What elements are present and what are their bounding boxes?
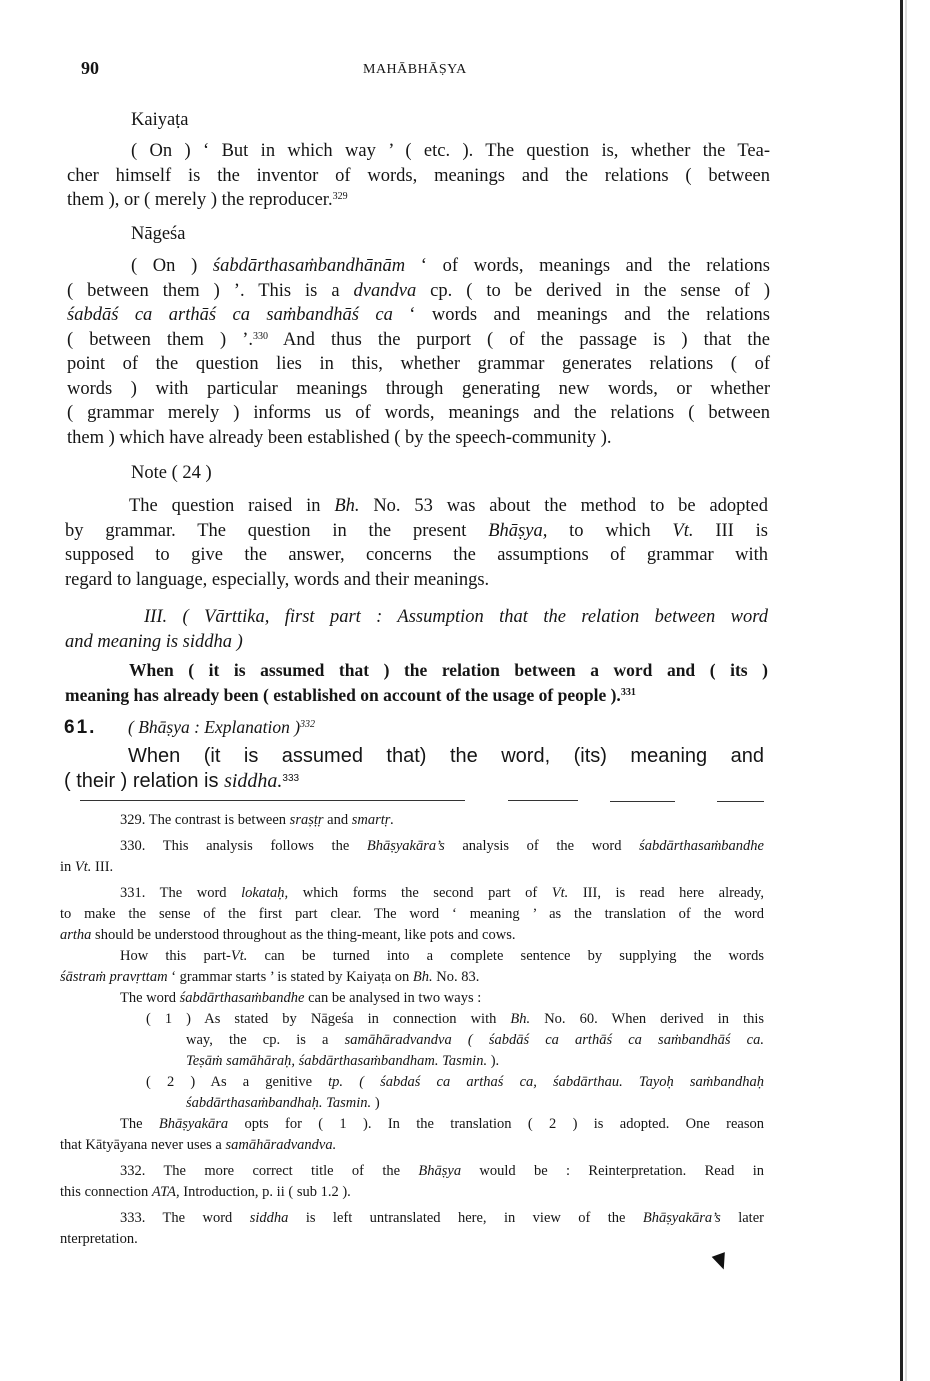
bhasya-heading: ( Bhāṣya : Explanation )$^{332}$ [128, 717, 316, 737]
footnote-separator-segment [508, 800, 578, 801]
footnote-330: 330. This analysis follows the Bhāṣyakāra’s analysis of the word śabdārthasaṁbandhe in Vt. III. [60, 838, 764, 875]
footnote-ref-332[interactable]: 332 [300, 719, 316, 730]
running-title: MAHĀBHĀṢYA [363, 62, 467, 77]
nagesa-paragraph: ( On ) śabdārthasaṁbandhānām ‘ of words, meanings and the relations ( between them ) ’. This is a dvandva cp. ( to be derived in the sense of ) śabdāś ca arthāś ca saṁbandhāś ca ‘ words and meanings and the relations ( between them ) ’.$^{330}$ And thus the purport ( of the passage is ) that the point of the question lies in this, whether grammar generates relations ( of words ) with particular meanings through generating new words, or whether ( grammar merely ) informs us of words, meanings and the relations ( between them ) which have already been established ( by the speech-community ). [67, 256, 770, 448]
ink-mark [712, 1252, 731, 1272]
bhasya-text: When (it is assumed that) the word, (its) meaning and ( their ) relation is siddha.$^{333}$ [64, 745, 764, 792]
footnote-333: 333. The word siddha is left untranslated here, in view of the Bhāṣyakāra’s later nterpretation. [60, 1210, 764, 1247]
varttika-heading: III. ( Vārttika, first part : Assumption that the relation between word and meaning is siddha ) [65, 607, 768, 652]
analysis-item-1: ( 1 ) As stated by Nāgeśa in connection with Bh. No. 60. When derived in this way, the cp. is a samāhāradvandva ( śabdāś ca arthāś ca saṁbandhāś ca. Teṣāṁ samāhāraḥ, śabdārthasaṁbandham. Tasmin. ). [146, 1011, 764, 1069]
varttika-text: When ( it is assumed that ) the relation between a word and ( its ) meaning has already been ( established on account of the usage of people ).$^{331}$ [65, 660, 768, 705]
footnote-ref-329[interactable]: 329 [332, 191, 348, 202]
footnotes [60, 810, 764, 1250]
footnote-separator-segment [610, 801, 675, 802]
kaiyata-heading: Kaiyaṭa [131, 110, 189, 130]
bhasya-number: 61. [64, 717, 97, 738]
kaiyata-paragraph: ( On ) ‘ But in which way ’ ( etc. ). The question is, whether the Tea- cher himself is the inventor of words, meanings and the relations ( between them ), or ( merely ) the reproducer.$^{329}$ [67, 141, 770, 210]
scan-edge-line [900, 0, 903, 1381]
note-heading: Note ( 24 ) [131, 463, 212, 483]
note-paragraph: The question raised in Bh. No. 53 was about the method to be adopted by grammar. The question in the present Bhāṣya, to which Vt. III is supposed to give the answer, concerns the assumptions of grammar with regard to language, especially, words and their meanings. [65, 496, 769, 590]
analysis-item-2: ( 2 ) As a genitive tp. ( śabdaś ca arthaś ca, śabdārthau. Tayoḥ saṁbandhaḥ śabdārthasaṁbandhaḥ. Tasmin. ) [146, 1074, 764, 1111]
footnote-separator-segment [717, 801, 764, 802]
footnote-331: 331. The word lokataḥ, which forms the second part of Vt. III, is read here already, to make the sense of the first part clear. The word ‘ meaning ’ as the translation of the word artha should be understood throughout as the thing-meant, like pots and cows. How this part-Vt. can be turned into a complete sentence by supplying the words śāstraṁ pravṛttam ‘ grammar starts ’ is stated by Kaiyaṭa on Bh. No. 83. The word śabdārthasaṁbandhe can be analysed in two ways : ( 1 ) As stated by Nāgeśa in connection with Bh. No. 60. When derived in this way, the cp. is a samāhāradvandva ( śabdāś ca arthāś ca saṁbandhāś ca. Teṣāṁ samāhāraḥ, śabdārthasaṁbandham. Tasmin. ). ( 2 ) As a genitive tp. ( śabdaś ca arthaś ca, śabdārthau. Tayoḥ saṁbandhaḥ śabdārthasaṁbandhaḥ. Tasmin. ) The Bhāṣyakāra opts for ( 1 ). In the translation ( 2 ) is adopted. One reason that Kātyāyana never uses a samāhāradvandva. [60, 885, 764, 1153]
footnote-332: 332. The more correct title of the Bhāṣya would be : Reinterpretation. Read in this connection ATA, Introduction, p. ii ( sub 1.2 ). [60, 1163, 764, 1200]
footnote-ref-333[interactable]: 333 [282, 773, 300, 784]
footnote-ref-331[interactable]: 331 [620, 687, 636, 698]
footnote-ref-330[interactable]: 330 [252, 330, 268, 342]
scan-edge-shadow [905, 0, 907, 1381]
footnote-329: 329. The contrast is between sraṣṭṛ and smartṛ. [120, 812, 395, 828]
footnote-separator [80, 800, 465, 801]
page-number: 90 [81, 58, 99, 78]
nagesa-heading: Nāgeśa [131, 224, 186, 244]
